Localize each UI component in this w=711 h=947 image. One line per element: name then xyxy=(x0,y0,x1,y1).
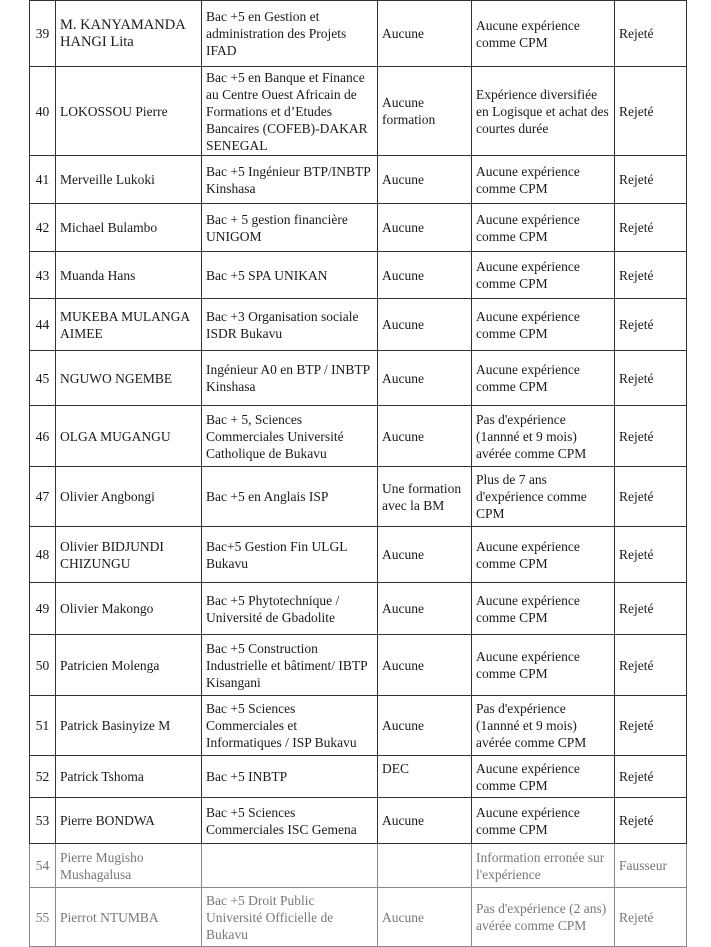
training: Aucune xyxy=(378,635,472,696)
training: Aucune xyxy=(378,798,472,844)
row-number: 39 xyxy=(30,1,56,67)
experience: Aucune expérience comme CPM xyxy=(472,1,615,67)
diploma: Bac +5 en Banque et Finance au Centre Ouest Africain de Formations et d’Etudes Bancaires (COFEB)-DAKAR SENEGAL xyxy=(202,67,378,156)
decision: Rejeté xyxy=(615,299,687,351)
decision: Rejeté xyxy=(615,527,687,583)
decision: Rejeté xyxy=(615,406,687,467)
experience: Aucune expérience comme CPM xyxy=(472,527,615,583)
experience: Aucune expérience comme CPM xyxy=(472,351,615,406)
table-row xyxy=(30,798,687,844)
candidate-name: Michael Bulambo xyxy=(56,204,202,252)
training: Aucune xyxy=(378,351,472,406)
training: Aucune xyxy=(378,888,472,947)
table-row xyxy=(30,1,687,67)
row-number: 53 xyxy=(30,798,56,844)
training: Aucune xyxy=(378,204,472,252)
training: Aucune xyxy=(378,299,472,351)
table-row xyxy=(30,467,687,527)
diploma: Bac +5 Ingénieur BTP/INBTP Kinshasa xyxy=(202,156,378,204)
training: Aucune xyxy=(378,156,472,204)
experience: Aucune expérience comme CPM xyxy=(472,756,615,798)
experience: Pas d'expérience (1annné et 9 mois) avérée comme CPM xyxy=(472,406,615,467)
decision: Rejeté xyxy=(615,1,687,67)
row-number: 46 xyxy=(30,406,56,467)
candidate-name: M. KANYAMANDA HANGI Lita xyxy=(56,1,202,67)
candidate-name: Olivier Angbongi xyxy=(56,467,202,527)
diploma: Bac + 5 gestion financière UNIGOM xyxy=(202,204,378,252)
decision: Rejeté xyxy=(615,252,687,299)
decision: Rejeté xyxy=(615,204,687,252)
training: DEC xyxy=(378,756,472,798)
experience: Aucune expérience comme CPM xyxy=(472,252,615,299)
candidate-name: Patrick Basinyize M xyxy=(56,696,202,756)
row-number: 51 xyxy=(30,696,56,756)
table-row xyxy=(30,406,687,467)
candidate-name: MUKEBA MULANGA AIMEE xyxy=(56,299,202,351)
decision: Rejeté xyxy=(615,798,687,844)
table-row xyxy=(30,844,687,888)
row-number: 40 xyxy=(30,67,56,156)
decision: Rejeté xyxy=(615,156,687,204)
diploma: Bac +5 Droit Public Université Officielle de Bukavu xyxy=(202,888,378,947)
diploma: Bac +5 Sciences Commerciales ISC Gemena xyxy=(202,798,378,844)
diploma: Bac +5 en Gestion et administration des Projets IFAD xyxy=(202,1,378,67)
decision: Rejeté xyxy=(615,467,687,527)
decision: Rejeté xyxy=(615,583,687,635)
experience: Information erronée sur l'expérience xyxy=(472,844,615,888)
experience: Aucune expérience comme CPM xyxy=(472,583,615,635)
training: Aucune xyxy=(378,406,472,467)
candidate-name: Patrick Tshoma xyxy=(56,756,202,798)
table-row xyxy=(30,204,687,252)
diploma: Bac +5 en Anglais ISP xyxy=(202,467,378,527)
table-row xyxy=(30,156,687,204)
row-number: 54 xyxy=(30,844,56,888)
diploma: Bac +5 Construction Industrielle et bâtiment/ IBTP Kisangani xyxy=(202,635,378,696)
decision: Rejeté xyxy=(615,635,687,696)
row-number: 49 xyxy=(30,583,56,635)
decision: Rejeté xyxy=(615,696,687,756)
table-row xyxy=(30,696,687,756)
row-number: 44 xyxy=(30,299,56,351)
row-number: 52 xyxy=(30,756,56,798)
experience: Pas d'expérience (1annné et 9 mois) avérée comme CPM xyxy=(472,696,615,756)
diploma: Bac +5 INBTP xyxy=(202,756,378,798)
training: Aucune xyxy=(378,583,472,635)
row-number: 43 xyxy=(30,252,56,299)
row-number: 48 xyxy=(30,527,56,583)
diploma: Bac+5 Gestion Fin ULGL Bukavu xyxy=(202,527,378,583)
diploma: Bac +5 Phytotechnique / Université de Gbadolite xyxy=(202,583,378,635)
decision: Rejeté xyxy=(615,756,687,798)
experience: Pas d'expérience (2 ans) avérée comme CPM xyxy=(472,888,615,947)
table-row xyxy=(30,635,687,696)
candidate-name: Pierre BONDWA xyxy=(56,798,202,844)
training: Aucune xyxy=(378,527,472,583)
table-row xyxy=(30,67,687,156)
table-row xyxy=(30,351,687,406)
candidate-name: Pierrot NTUMBA xyxy=(56,888,202,947)
diploma: Bac + 5, Sciences Commerciales Université Catholique de Bukavu xyxy=(202,406,378,467)
training: Aucune xyxy=(378,696,472,756)
diploma: Ingénieur A0 en BTP / INBTP Kinshasa xyxy=(202,351,378,406)
candidate-name: Muanda Hans xyxy=(56,252,202,299)
training: Aucune xyxy=(378,1,472,67)
candidate-name: Pierre Mugisho Mushagalusa xyxy=(56,844,202,888)
training: Aucune formation xyxy=(378,67,472,156)
row-number: 41 xyxy=(30,156,56,204)
table-row xyxy=(30,252,687,299)
table-row xyxy=(30,583,687,635)
row-number: 47 xyxy=(30,467,56,527)
diploma: Bac +3 Organisation sociale ISDR Bukavu xyxy=(202,299,378,351)
candidate-name: NGUWO NGEMBE xyxy=(56,351,202,406)
experience: Plus de 7 ans d'expérience comme CPM xyxy=(472,467,615,527)
experience: Aucune expérience comme CPM xyxy=(472,156,615,204)
training: Une formation avec la BM xyxy=(378,467,472,527)
table-row xyxy=(30,756,687,798)
table-row xyxy=(30,888,687,947)
candidate-name: LOKOSSOU Pierre xyxy=(56,67,202,156)
table-row xyxy=(30,527,687,583)
diploma: Bac +5 Sciences Commerciales et Informatiques / ISP Bukavu xyxy=(202,696,378,756)
candidates-table xyxy=(29,0,687,947)
decision: Rejeté xyxy=(615,67,687,156)
candidate-name: Olivier BIDJUNDI CHIZUNGU xyxy=(56,527,202,583)
diploma: Bac +5 SPA UNIKAN xyxy=(202,252,378,299)
training: Aucune xyxy=(378,252,472,299)
candidate-name: Patricien Molenga xyxy=(56,635,202,696)
experience: Aucune expérience comme CPM xyxy=(472,299,615,351)
row-number: 55 xyxy=(30,888,56,947)
experience: Aucune expérience comme CPM xyxy=(472,204,615,252)
candidate-name: OLGA MUGANGU xyxy=(56,406,202,467)
decision: Rejeté xyxy=(615,351,687,406)
experience: Aucune expérience comme CPM xyxy=(472,635,615,696)
decision: Fausseur xyxy=(615,844,687,888)
row-number: 50 xyxy=(30,635,56,696)
table-row xyxy=(30,299,687,351)
experience: Expérience diversifiée en Logisque et achat des courtes durée xyxy=(472,67,615,156)
row-number: 45 xyxy=(30,351,56,406)
experience: Aucune expérience comme CPM xyxy=(472,798,615,844)
diploma xyxy=(202,844,378,888)
candidate-name: Olivier Makongo xyxy=(56,583,202,635)
decision: Rejeté xyxy=(615,888,687,947)
training xyxy=(378,844,472,888)
row-number: 42 xyxy=(30,204,56,252)
candidate-name: Merveille Lukoki xyxy=(56,156,202,204)
